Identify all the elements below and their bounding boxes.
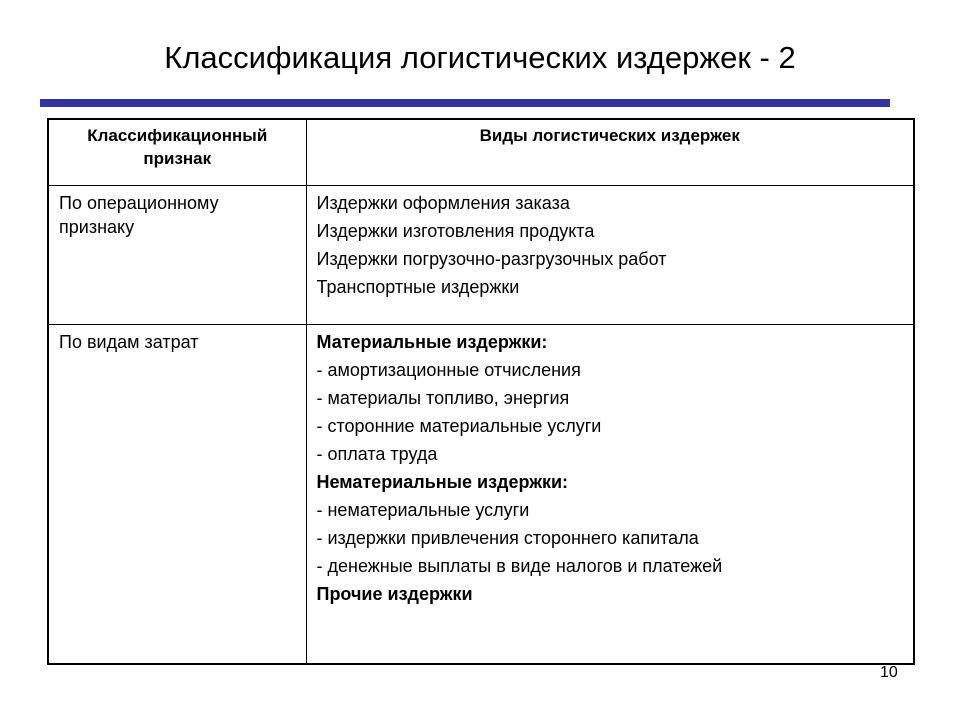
cost-item: - издержки привлечения стороннего капитала	[316, 527, 699, 548]
cost-item: Издержки погрузочно-разгрузочных работ	[316, 248, 667, 269]
slide-title: Классификация логистических издержек - 2	[164, 40, 796, 75]
title-underline	[40, 99, 890, 107]
row-criterion: По операционному признаку	[48, 185, 306, 324]
cost-item: - амортизационные отчисления	[316, 359, 581, 380]
header-cost-types: Виды логистических издержек	[306, 119, 914, 185]
cost-group-heading: Прочие издержки	[316, 583, 473, 604]
cost-group-heading: Нематериальные издержки:	[316, 471, 569, 492]
cost-item: Транспортные издержки	[316, 276, 520, 297]
cost-item: Издержки оформления заказа	[316, 192, 570, 213]
row-cost-types	[306, 185, 914, 324]
page-number: 10	[880, 664, 898, 681]
table-header-row	[48, 119, 914, 185]
row-criterion: По видам затрат	[48, 324, 306, 664]
cost-item: Издержки изготовления продукта	[316, 220, 595, 241]
classification-table	[47, 118, 915, 665]
table-row	[48, 324, 914, 664]
cost-item: - оплата труда	[316, 443, 438, 464]
cost-item: - денежные выплаты в виде налогов и платежей	[316, 555, 723, 576]
cost-group-heading: Материальные издержки:	[316, 331, 548, 352]
table-row	[48, 185, 914, 324]
header-criterion: Классификационный признак	[48, 119, 306, 185]
row-cost-types	[306, 324, 914, 664]
cost-item: - материалы топливо, энергия	[316, 387, 570, 408]
cost-item: - сторонние материальные услуги	[316, 415, 602, 436]
cost-item: - нематериальные услуги	[316, 499, 530, 520]
